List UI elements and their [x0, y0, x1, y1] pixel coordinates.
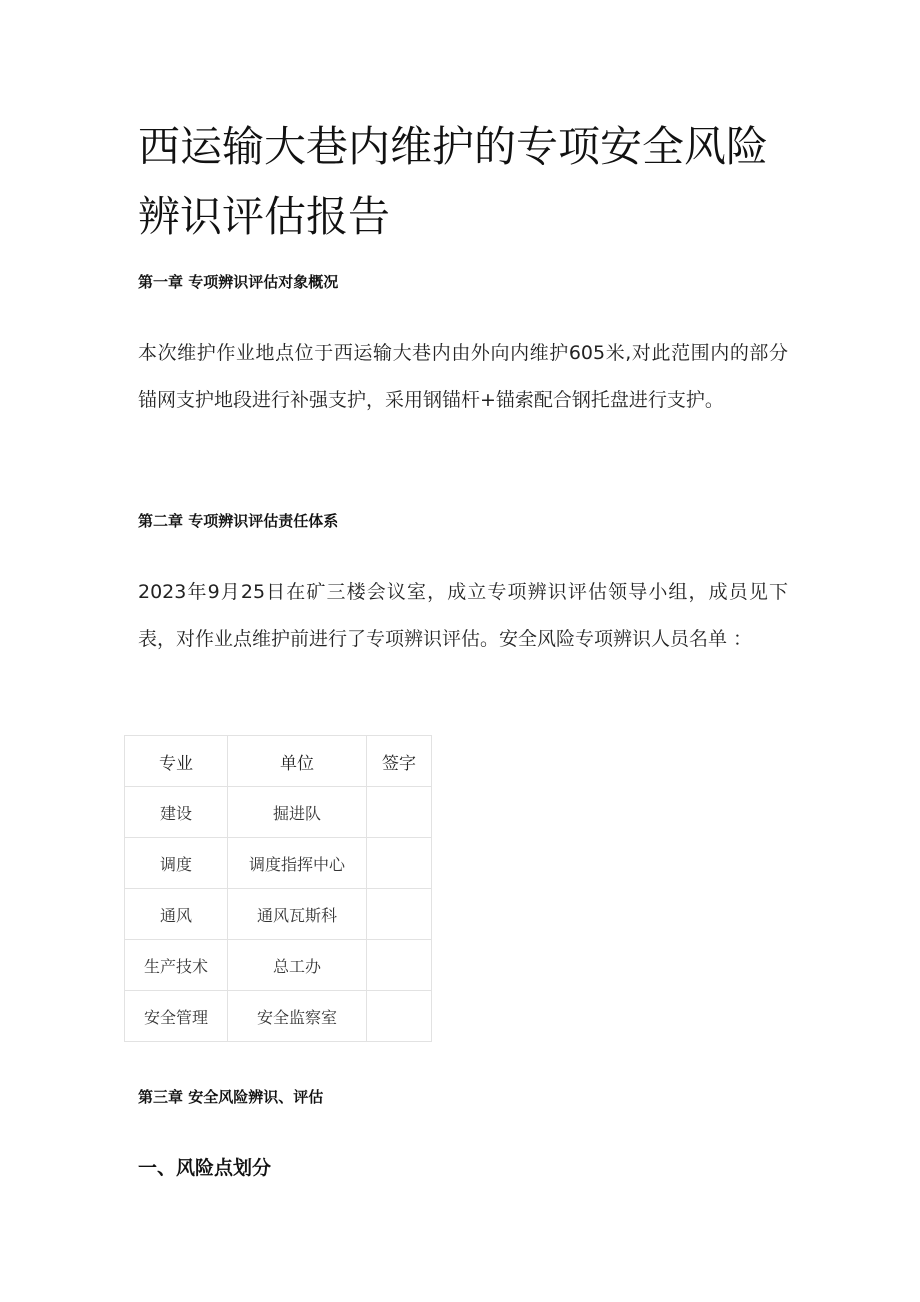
- cell-unit: 安全监察室: [228, 991, 367, 1042]
- table-row: [125, 940, 432, 991]
- chapter-3-heading: 第三章 安全风险辨识、评估: [138, 1088, 324, 1106]
- table-row: [125, 889, 432, 940]
- chapter-2-body: 2023年9月25日在矿三楼会议室，成立专项辨识评估领导小组，成员见下表，对作业点维护前进行了专项辨识评估。安全风险专项辨识人员名单 ：: [138, 581, 788, 650]
- header-cell-unit: 单位: [228, 736, 367, 787]
- table-row: [125, 991, 432, 1042]
- cell-signature: [367, 940, 432, 991]
- cell-signature: [367, 991, 432, 1042]
- cell-signature: [367, 787, 432, 838]
- chapter-2-heading: 第二章 专项辨识评估责任体系: [138, 512, 339, 530]
- table-row: [125, 838, 432, 889]
- header-cell-signature: 签字: [367, 736, 432, 787]
- staff-table: [124, 735, 432, 1042]
- cell-signature: [367, 889, 432, 940]
- cell-major: 通风: [125, 889, 228, 940]
- cell-unit: 通风瓦斯科: [228, 889, 367, 940]
- cell-unit: 调度指挥中心: [228, 838, 367, 889]
- cell-major: 建设: [125, 787, 228, 838]
- header-cell-major: 专业: [125, 736, 228, 787]
- cell-major: 安全管理: [125, 991, 228, 1042]
- table-header-row: [125, 736, 432, 787]
- chapter-1-body: 本次维护作业地点位于西运输大巷内由外向内维护605米,对此范围内的部分锚网支护地段进行补强支护，采用钢锚杆+锚索配合钢托盘进行支护。: [138, 342, 788, 411]
- cell-unit: 掘进队: [228, 787, 367, 838]
- cell-major: 调度: [125, 838, 228, 889]
- cell-signature: [367, 838, 432, 889]
- cell-unit: 总工办: [228, 940, 367, 991]
- section-1-heading: 一、风险点划分: [138, 1157, 272, 1179]
- document-title: 西运输大巷内维护的专项安全风险辨识评估报告: [138, 122, 769, 241]
- table-row: [125, 787, 432, 838]
- cell-major: 生产技术: [125, 940, 228, 991]
- chapter-1-heading: 第一章 专项辨识评估对象概况: [138, 273, 339, 291]
